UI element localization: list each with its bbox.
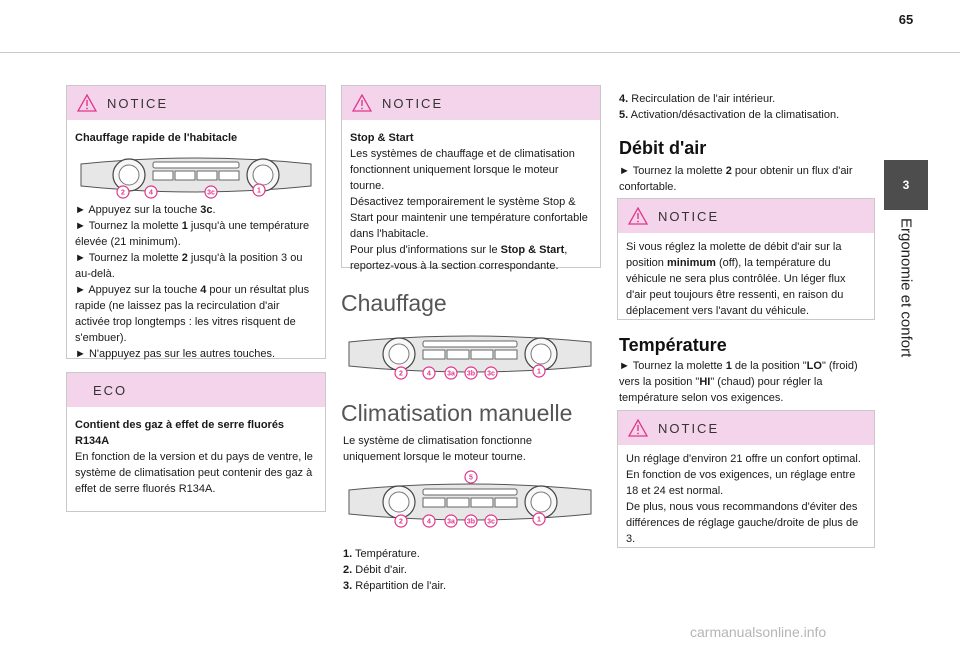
eco-box (66, 372, 326, 512)
warning-icon (77, 94, 97, 112)
callout-label: 4 (149, 189, 153, 197)
callout-label: 3a (447, 370, 455, 378)
list-item: 4. Recirculation de l'air intérieur. (619, 93, 776, 105)
notice-header (618, 411, 874, 445)
page-number: 65 (898, 12, 914, 27)
instruction-line: ► Appuyez sur la touche 3c. (75, 204, 216, 216)
manual-ac-text: Le système de climatisation fonctionne uniquement lorsque le moteur tourne. (343, 435, 532, 463)
legend-list (343, 546, 593, 594)
eco-text: En fonction de la version et du pays de ventre, le système de climatisation peut contenir des gaz à effet de serre fluorés R134A. (75, 451, 313, 495)
warning-icon (628, 419, 648, 437)
section-title-airflow: Débit d'air (619, 138, 707, 158)
notice-text: Si vous réglez la molette de débit d'air sur la position minimum (off), la température du véhicule ne sera plus contrôlée. Un léger flux d'air peut toujours être ressenti, en raison du déplacement vers l'avant du véhicule. (626, 241, 846, 317)
callout-label: 2 (121, 189, 125, 197)
notice-header (67, 86, 325, 120)
callout-label: 1 (537, 368, 541, 376)
climate-panel-figure (75, 152, 317, 200)
instruction-line: ► N'appuyez pas sur les autres touches. (75, 348, 276, 360)
callout-label: 3c (487, 518, 495, 526)
temperature-text: ► Tournez la molette 1 de la position "LO" (froid) vers la position "HI" (chaud) pour régler la température selon vos exigences. (619, 360, 858, 404)
watermark: carmanualsonline.info (690, 624, 827, 640)
notice-title: NOTICE (658, 208, 720, 224)
instruction-line: ► Tournez la molette 2 jusqu'à la position 3 ou au-delà. (75, 252, 303, 280)
notice-text: Les systèmes de chauffage et de climatisation fonctionnent uniquement lorsque le moteur tourne. (350, 148, 575, 192)
legend-list-continued (619, 91, 874, 123)
list-item: 1. Température. (343, 548, 420, 560)
notice-text: Pour plus d'informations sur le Stop & Start, reportez-vous à la section correspondante. (350, 244, 568, 272)
section-title-heating: Chauffage (341, 290, 447, 316)
airflow-text: ► Tournez la molette 2 pour obtenir un flux d'air confortable. (619, 165, 853, 193)
callout-label: 4 (427, 370, 431, 378)
chapter-title-band (884, 210, 928, 410)
notice-text: Désactivez temporairement le système Stop & Start pour maintenir une température confortable dans l'habitacle. (350, 196, 588, 240)
callout-label: 1 (537, 516, 541, 524)
heating-panel-figure (343, 330, 597, 382)
notice-title: NOTICE (658, 420, 720, 436)
notice-stop-start (341, 85, 601, 272)
chapter-title: Ergonomie et confort (897, 218, 915, 358)
callout-label: 3a (447, 518, 455, 526)
notice-title: NOTICE (382, 95, 444, 111)
notice-title: NOTICE (107, 95, 169, 111)
notice-text: Un réglage d'environ 21 offre un confort optimal. En fonction de vos exigences, un réglage entre 18 et 24 est normal. (626, 453, 861, 497)
eco-heading: Contient des gaz à effet de serre fluorés R134A (75, 419, 285, 447)
callout-label: 3b (466, 518, 476, 526)
chapter-tab[interactable]: 3 (884, 160, 928, 210)
notice-text: De plus, nous vous recommandons d'éviter des différences de réglage gauche/droite de plus de 3. (626, 501, 859, 545)
instruction-line: ► Appuyez sur la touche 4 pour un résultat plus rapide (ne laissez pas la recirculation d'air activée trop longtemps : les vitres risquent de s'embuer). (75, 284, 310, 344)
section-title-manual-ac: Climatisation manuelle (341, 400, 573, 426)
list-item: 3. Répartition de l'air. (343, 580, 447, 592)
callout-label: 4 (427, 518, 431, 526)
eco-title: ECO (93, 382, 128, 398)
notice-header (342, 86, 600, 120)
section-title-temperature: Température (619, 335, 727, 355)
manual-ac-panel-figure (343, 470, 597, 530)
notice-heading: Chauffage rapide de l'habitacle (75, 132, 238, 144)
list-item: 2. Débit d'air. (343, 564, 407, 576)
callout-label: 1 (257, 187, 261, 195)
warning-icon (352, 94, 372, 112)
notice-temperature (617, 410, 875, 548)
callout-label: 3c (207, 189, 215, 197)
notice-header (618, 199, 874, 233)
header-rule (0, 52, 960, 53)
callout-label: 2 (399, 370, 403, 378)
callout-label: 3b (466, 370, 476, 378)
eco-header (67, 373, 325, 407)
list-item: 5. Activation/désactivation de la climatisation. (619, 109, 840, 121)
instruction-line: ► Tournez la molette 1 jusqu'à une température élevée (21 minimum). (75, 220, 310, 248)
notice-heading: Stop & Start (350, 132, 414, 144)
callout-label: 5 (469, 474, 473, 482)
callout-label: 3c (487, 370, 495, 378)
notice-quick-heating (66, 85, 326, 359)
callout-label: 2 (399, 518, 403, 526)
warning-icon (628, 207, 648, 225)
notice-airflow (617, 198, 875, 320)
